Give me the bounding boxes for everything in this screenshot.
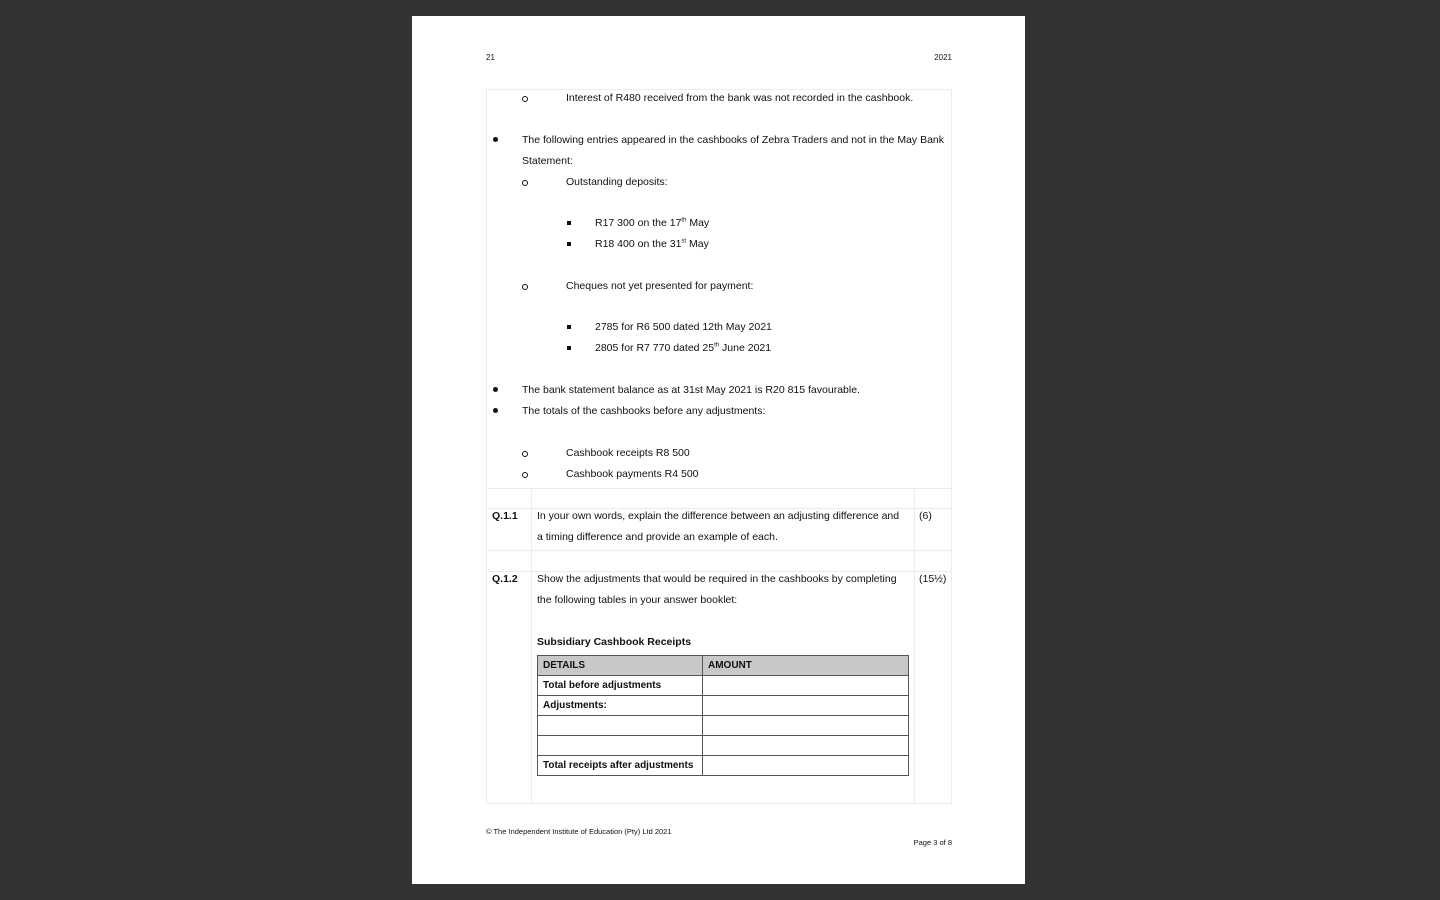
- amount-cell: [703, 756, 909, 776]
- frame-divider: [487, 488, 951, 489]
- table-row: [538, 696, 909, 716]
- hollow-bullet-icon: [522, 284, 528, 290]
- question-number: Q.1.2: [492, 573, 518, 585]
- hollow-bullet-icon: [522, 180, 528, 186]
- hollow-bullet-icon: [522, 472, 528, 478]
- hollow-bullet-icon: [522, 96, 528, 102]
- frame-column-divider: [914, 488, 915, 803]
- table-row: [538, 756, 909, 776]
- row-label: Total receipts after adjustments: [538, 756, 703, 776]
- row-label: Adjustments:: [538, 696, 703, 716]
- table-row: [538, 716, 909, 736]
- frame-column-divider: [531, 488, 532, 803]
- frame-divider: [487, 550, 951, 551]
- question-text-line1: In your own words, explain the difference between an adjusting difference and: [537, 510, 900, 522]
- totals-text: The totals of the cashbooks before any adjustments:: [522, 405, 766, 417]
- question-text-line2: a timing difference and provide an example of each.: [537, 531, 778, 543]
- question-number: Q.1.1: [492, 510, 518, 522]
- bullet-icon: [493, 408, 498, 413]
- table-row: [538, 676, 909, 696]
- bullet-icon: [493, 137, 498, 142]
- column-header-details: DETAILS: [538, 656, 703, 676]
- bank-balance-text: The bank statement balance as at 31st May 2021 is R20 815 favourable.: [522, 384, 860, 396]
- column-header-amount: AMOUNT: [703, 656, 909, 676]
- deposit-item: R17 300 on the 17th May: [595, 217, 710, 229]
- square-bullet-icon: [567, 346, 571, 350]
- entries-intro-line2: Statement:: [522, 155, 573, 167]
- row-label: Total before adjustments: [538, 676, 703, 696]
- question-text-line1: Show the adjustments that would be required in the cashbooks by completing: [537, 573, 897, 585]
- copyright-footer: © The Independent Institute of Education (Pty) Ltd 2021: [486, 827, 672, 836]
- square-bullet-icon: [567, 221, 571, 225]
- outstanding-deposits-text: Outstanding deposits:: [566, 176, 668, 188]
- entries-intro-line1: The following entries appeared in the cashbooks of Zebra Traders and not in the May Bank: [522, 134, 944, 146]
- hollow-bullet-icon: [522, 451, 528, 457]
- interest-text: Interest of R480 received from the bank was not recorded in the cashbook.: [566, 92, 914, 104]
- receipts-text: Cashbook receipts R8 500: [566, 447, 690, 459]
- row-label: [538, 736, 703, 756]
- cheques-text: Cheques not yet presented for payment:: [566, 280, 754, 292]
- amount-cell: [703, 736, 909, 756]
- table-row: [538, 736, 909, 756]
- header-right: 2021: [934, 53, 952, 62]
- payments-text: Cashbook payments R4 500: [566, 468, 699, 480]
- page-number: Page 3 of 8: [913, 838, 952, 847]
- cashbook-receipts-table: [537, 655, 909, 776]
- square-bullet-icon: [567, 325, 571, 329]
- bullet-icon: [493, 387, 498, 392]
- table-header-row: [538, 656, 909, 676]
- table-title: Subsidiary Cashbook Receipts: [537, 636, 692, 648]
- amount-cell: [703, 676, 909, 696]
- amount-cell: [703, 716, 909, 736]
- deposit-item: R18 400 on the 31st May: [595, 238, 709, 250]
- cheque-item: 2805 for R7 770 dated 25th June 2021: [595, 342, 772, 354]
- square-bullet-icon: [567, 242, 571, 246]
- question-text-line2: the following tables in your answer booklet:: [537, 594, 738, 606]
- question-marks: (6): [919, 510, 932, 522]
- row-label: [538, 716, 703, 736]
- amount-cell: [703, 696, 909, 716]
- cheque-item: 2785 for R6 500 dated 12th May 2021: [595, 321, 772, 333]
- header-left: 21: [486, 53, 495, 62]
- question-marks: (15½): [919, 573, 947, 585]
- document-page: [412, 16, 1025, 884]
